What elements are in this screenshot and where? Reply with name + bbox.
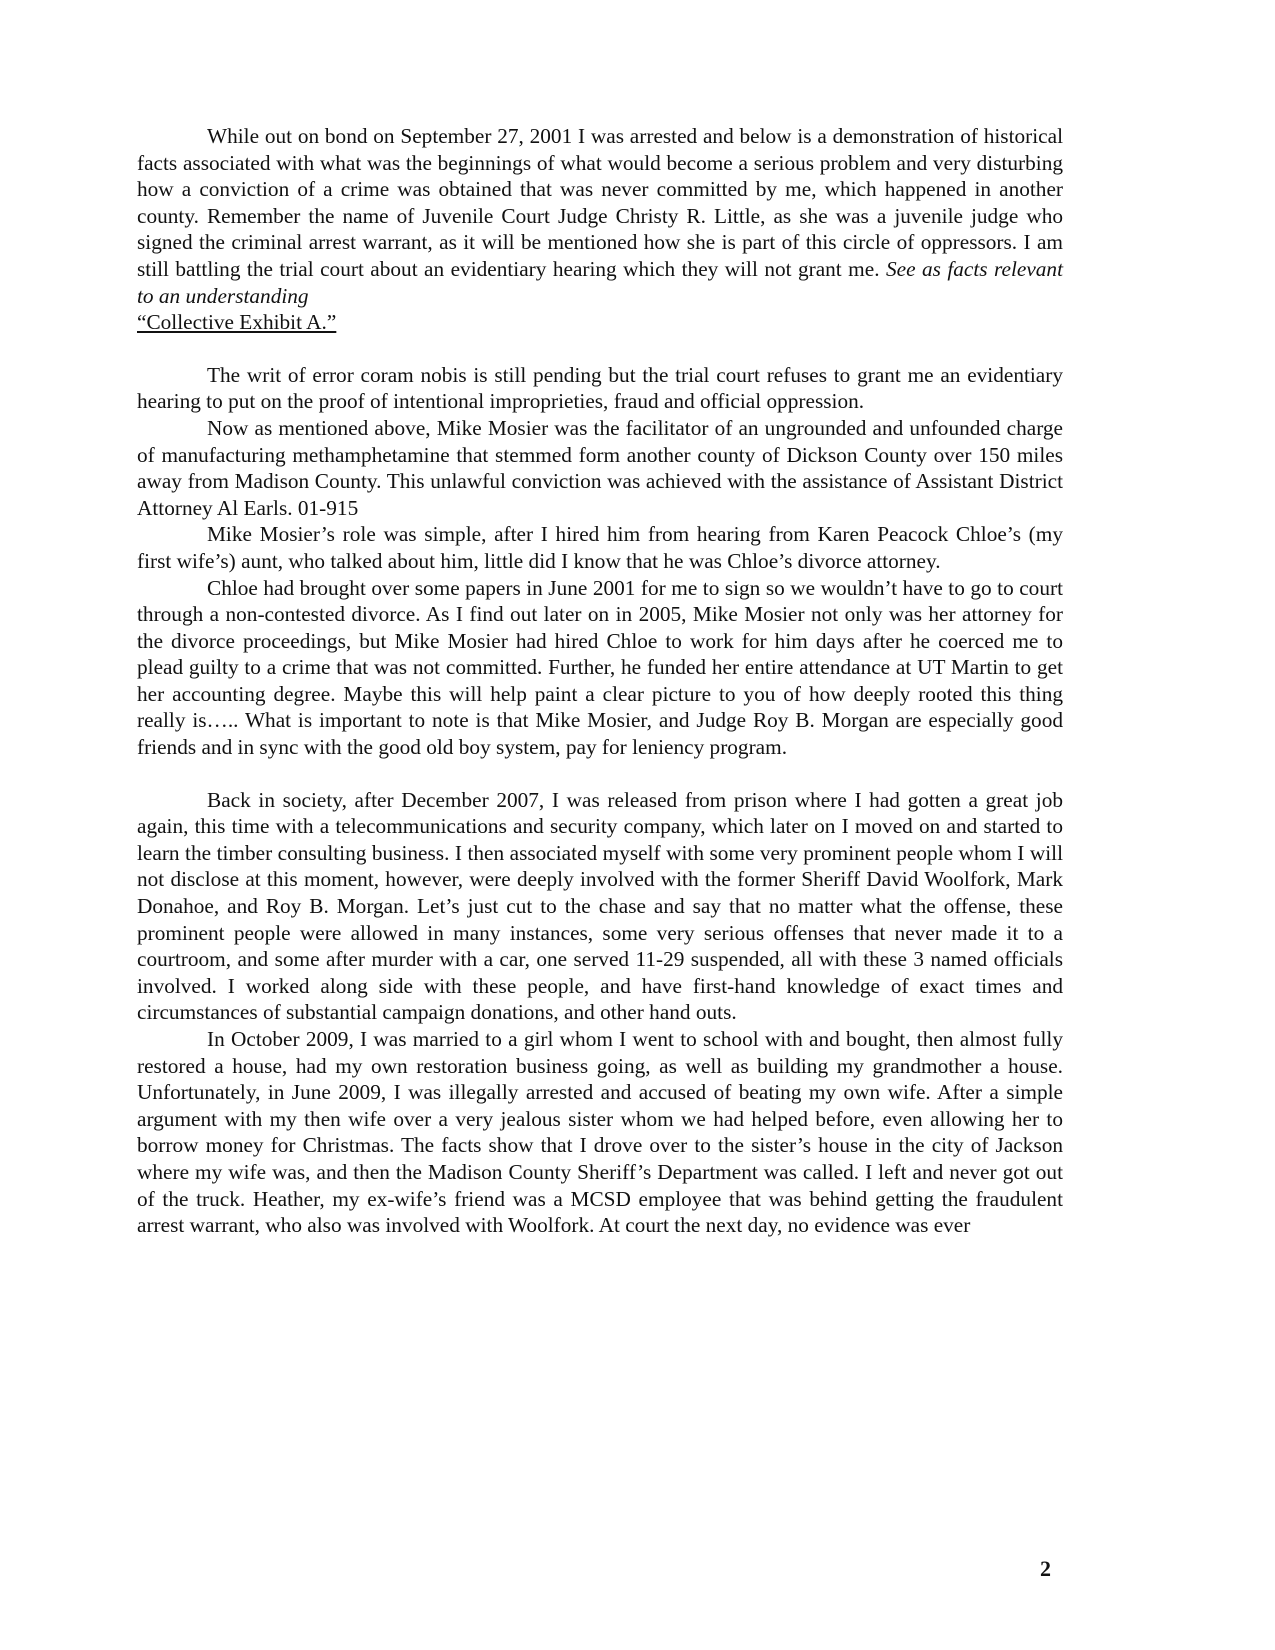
document-body (137, 123, 1063, 1239)
paragraph-october-2009: In October 2009, I was married to a girl whom I went to school with and bought, then almost fully restored a house, had my own restoration business going, as well as building my grandmother a house. Unfortunately, in June 2009, I was illegally arrested and accused of beating my own wife. After a simple argument with my then wife over a very jealous sister whom we had helped before, even allowing her to borrow money for Christmas. The facts show that I drove over to the sister’s house in the city of Jackson where my wife was, and then the Madison County Sheriff’s Department was called. I left and never got out of the truck. Heather, my ex-wife’s friend was a MCSD employee that was behind getting the fraudulent arrest warrant, who also was involved with Woolfork. At court the next day, no evidence was ever (137, 1027, 1063, 1238)
paragraph-writ-of-error: The writ of error coram nobis is still pending but the trial court refuses to grant me an evidentiary hearing to put on the proof of intentional improprieties, fraud and official oppression. (137, 362, 1063, 414)
paragraph-mike-mosier-role: Mike Mosier’s role was simple, after I hired him from hearing from Karen Peacock Chloe’s (my first wife’s) aunt, who talked about him, little did I know that he was Chloe’s divorce attorney. (137, 522, 1063, 573)
page-number: 2 (1040, 1556, 1051, 1581)
exhibit-reference: “Collective Exhibit A.” (137, 310, 337, 335)
paragraph-mike-mosier-facilitator: Now as mentioned above, Mike Mosier was the facilitator of an ungrounded and unfounded charge of manufacturing methamphetamine that stemmed form another county of Dickson County over 150 miles away from Madison County. This unlawful conviction was achieved with the assistance of Assistant District Attorney Al Earls. 01-915 (137, 415, 1063, 520)
paragraph-chloe-divorce: Chloe had brought over some papers in June 2001 for me to sign so we wouldn’t have to go to court through a non-contested divorce. As I find out later on in 2005, Mike Mosier not only was her attorney for the divorce proceedings, but Mike Mosier had hired Chloe to work for him days after he coerced me to plead guilty to a crime that was not committed. Further, he funded her entire attendance at UT Martin to get her accounting degree. Maybe this will help paint a clear picture to you of how deeply rooted this thing really is….. What is important to note is that Mike Mosier, and Judge Roy B. Morgan are especially good friends and in sync with the good old boy system, pay for leniency program. (137, 575, 1063, 760)
italic-reference: See as facts relevant to an understanding (137, 256, 1063, 308)
paragraph-back-in-society: Back in society, after December 2007, I was released from prison where I had gotten a great job again, this time with a telecommunications and security company, which later on I moved on and started to learn the timber consulting business. I then associated myself with some very prominent people whom I will not disclose at this moment, however, were deeply involved with the former Sheriff David Woolfork, Mark Donahoe, and Roy B. Morgan. Let’s just cut to the chase and say that no matter what the offense, these prominent people were allowed in many instances, some very serious offenses that never made it to a courtroom, and some after murder with a car, one served 11-29 suspended, all with these 3 named officials involved. I worked along side with these people, and have first-hand knowledge of exact times and circumstances of substantial campaign donations, and other hand outs. (137, 787, 1063, 1025)
paragraph-arrest-on-bond (137, 123, 1063, 336)
paragraph-text: While out on bond on September 27, 2001 I was arrested and below is a demonstration of historical facts associated with what was the beginnings of what would become a serious problem and very disturbing how a conviction of a crime was obtained that was never committed by me, which happened in another county. Remember the name of Juvenile Court Judge Christy R. Little, as she was a juvenile judge who signed the criminal arrest warrant, as it will be mentioned how she is part of this circle of oppressors. I am still battling the trial court about an evidentiary hearing which they will not grant me. (137, 124, 1063, 281)
